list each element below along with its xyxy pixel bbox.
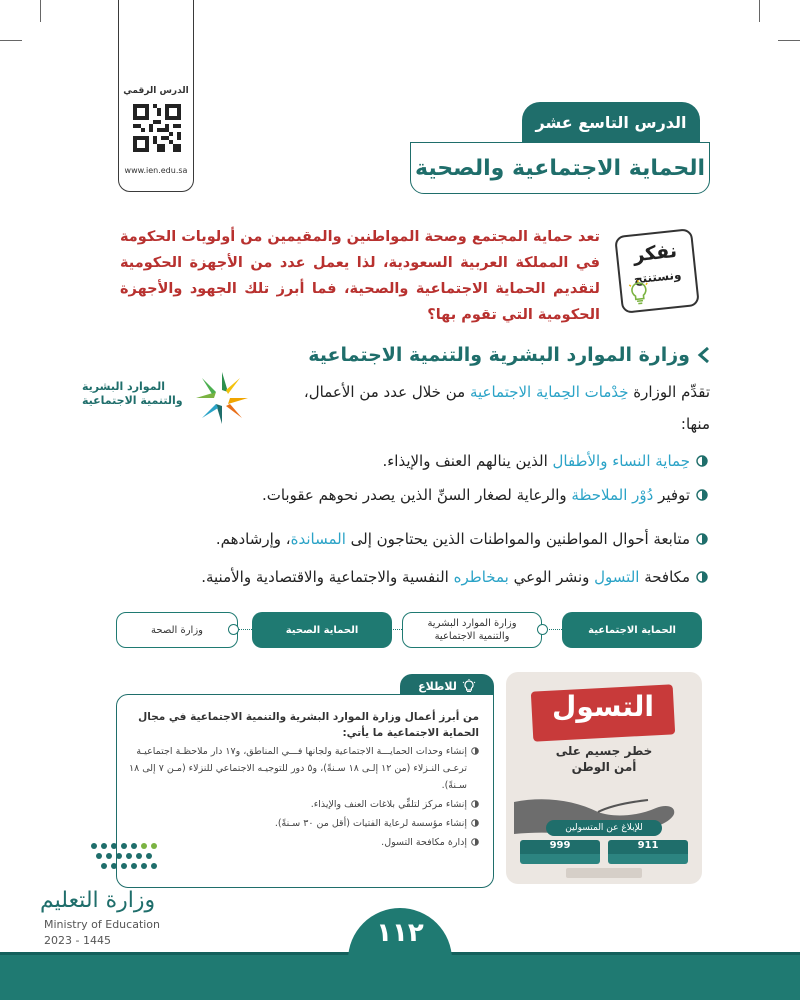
flow-ministry-line1: وزارة الموارد البشرية <box>427 618 517 629</box>
think-question-text: تعد حماية المجتمع وصحة المواطنين والمقيمين من أولويات الحكومة في المملكة العربية السعودية، لذا يعمل عدد من الأجهزة الحكومية لتقديم الحماية الاجتماعية والصحية، فما أبرز تلك الجهود والأجهزة الحكومية التي تقوم بها؟ <box>120 229 600 323</box>
lightbulb-icon <box>627 279 652 307</box>
bullet-icon <box>696 571 708 583</box>
lesson-number: الدرس التاسع عشر <box>522 102 700 142</box>
moe-logo-arabic: وزارة التعليم <box>40 888 156 913</box>
poster-title: التسول <box>552 690 654 723</box>
poster-number-999: 999 <box>520 840 600 854</box>
list-highlight: المساندة <box>290 530 346 548</box>
flow-health-ministry: وزارة الصحة <box>116 612 238 648</box>
digital-lesson-tab[interactable] <box>118 0 194 192</box>
list-text: مكافحة <box>639 568 690 586</box>
list-text: ، وإرشادهم. <box>215 530 291 548</box>
list-text: توفير <box>653 486 690 504</box>
info-list-item <box>127 815 479 832</box>
ministry-intro <box>290 376 710 440</box>
qr-code-icon[interactable] <box>133 104 181 152</box>
poster-tagline-1: خطر جسيم على <box>555 744 653 758</box>
bullet-icon <box>471 819 479 827</box>
list-text: ونشر الوعي <box>508 568 595 586</box>
poster-number-999-note <box>520 854 600 864</box>
list-item <box>88 452 708 470</box>
flow-social-protection: الحماية الاجتماعية <box>562 612 702 648</box>
list-text: النفسية والاجتماعية والاقتصادية والأمنية. <box>201 568 454 586</box>
bullet-icon <box>471 800 479 808</box>
flow-health-protection: الحماية الصحية <box>252 612 392 648</box>
list-text: الذين ينالهم العنف والإيذاء. <box>382 452 553 470</box>
list-item-text <box>382 452 690 470</box>
list-item-text <box>216 530 690 548</box>
poster-report-label: للإبلاغ عن المتسولين <box>546 820 662 836</box>
intro-highlight-social-protection: الحِماية الاجتماعية <box>469 383 580 401</box>
crop-mark <box>759 0 760 22</box>
intro-text-start: تقدِّم الوزارة <box>628 383 710 401</box>
list-item <box>88 530 708 548</box>
poster-footer-logos <box>566 868 642 878</box>
edition-year: 2023 - 1445 <box>44 934 111 947</box>
bullet-icon <box>471 747 479 755</box>
info-list <box>127 743 479 853</box>
list-highlight: بمخاطره <box>453 568 509 586</box>
ministry-logo <box>82 368 258 428</box>
think-badge-subtitle: ونستنتج <box>633 267 682 287</box>
bullet-icon <box>696 455 708 467</box>
vision-dots-logo <box>88 840 160 874</box>
info-heading: من أبرز أعمال وزارة الموارد البشرية والتنمية الاجتماعية في مجال الحماية الاجتماعية ما يأتي: <box>138 711 479 739</box>
info-list-item-text: إنشاء مركز لتلقِّي بلاغات العنف والإيذاء. <box>310 799 467 810</box>
intro-highlight-services: خِدْمات <box>584 383 629 401</box>
ministry-logo-line1: الموارد البشرية <box>82 380 165 393</box>
info-list-item <box>127 796 479 813</box>
bullet-icon <box>696 533 708 545</box>
lesson-title: الحماية الاجتماعية والصحية <box>410 142 710 194</box>
crop-mark <box>40 0 41 22</box>
list-item-text <box>262 486 690 504</box>
ministry-logo-line2: والتنمية الاجتماعية <box>82 394 183 407</box>
intro-text-end: من خلال عدد من الأعمال، منها: <box>303 383 710 433</box>
list-text: والرعاية لصغار السنِّ الذين يصدر نحوهم عقوبات. <box>261 486 572 504</box>
flow-dot <box>537 624 548 635</box>
poster-tagline-2: أمن الوطن <box>571 760 637 774</box>
info-list-item-text: إنشاء وحدات الحمايـــة الاجتماعية ولجانها فـــي المناطق، و١٧ دار ملاحظـة اجتماعيـة ترعـى النـزلاء (من ١٢ إلـى ١٨ سـنةً)، و٥ دور للتوجيـه الاجتماعي للنزلاء (مـن ٧ إلى ١٨ سـنةً). <box>129 746 467 791</box>
think-badge-title: نفكر <box>632 239 678 267</box>
think-conclude-badge <box>614 228 700 314</box>
digital-lesson-url[interactable]: www.ien.edu.sa <box>124 166 188 175</box>
list-item <box>88 486 708 504</box>
flow-ministry-line2: والتنمية الاجتماعية <box>434 631 510 642</box>
anti-begging-poster <box>506 672 702 884</box>
chevron-left-icon <box>696 346 710 364</box>
list-item <box>88 568 708 586</box>
section-heading-text: وزارة الموارد البشرية والتنمية الاجتماعية <box>308 344 690 366</box>
list-highlight: حِماية النساء والأطفال <box>552 452 690 470</box>
list-highlight: دُوْر الملاحظة <box>571 486 654 504</box>
info-panel <box>116 694 494 888</box>
info-list-item <box>127 834 479 851</box>
bullet-icon <box>471 838 479 846</box>
info-list-item-text: إدارة مكافحة التسول. <box>381 837 467 848</box>
digital-lesson-label: الدرس الرقمي <box>123 86 189 96</box>
flow-dot <box>228 624 239 635</box>
bullet-icon <box>696 489 708 501</box>
ministry-logo-text <box>82 380 186 408</box>
list-text: متابعة أحوال المواطنين والمواطنات الذين يحتاجون إلى <box>345 530 690 548</box>
flow-ministry-hr <box>402 612 542 648</box>
list-highlight: التسول <box>594 568 640 586</box>
crop-mark <box>0 40 22 41</box>
ministry-star-icon <box>192 368 252 428</box>
info-tab-label: للاطلاع <box>418 679 457 693</box>
info-list-item <box>127 743 479 794</box>
page-number: ١١٢ <box>376 918 424 948</box>
poster-number-911: 911 <box>608 840 688 854</box>
section-heading <box>250 344 710 366</box>
list-item-text <box>201 568 690 586</box>
moe-logo-english: Ministry of Education <box>44 918 161 931</box>
crop-mark <box>778 40 800 41</box>
info-list-item-text: إنشاء مؤسسة لرعاية الفتيات (أقل من ٣٠ سـنةً). <box>274 818 467 829</box>
poster-number-911-note <box>608 854 688 864</box>
lamp-icon <box>462 679 476 693</box>
